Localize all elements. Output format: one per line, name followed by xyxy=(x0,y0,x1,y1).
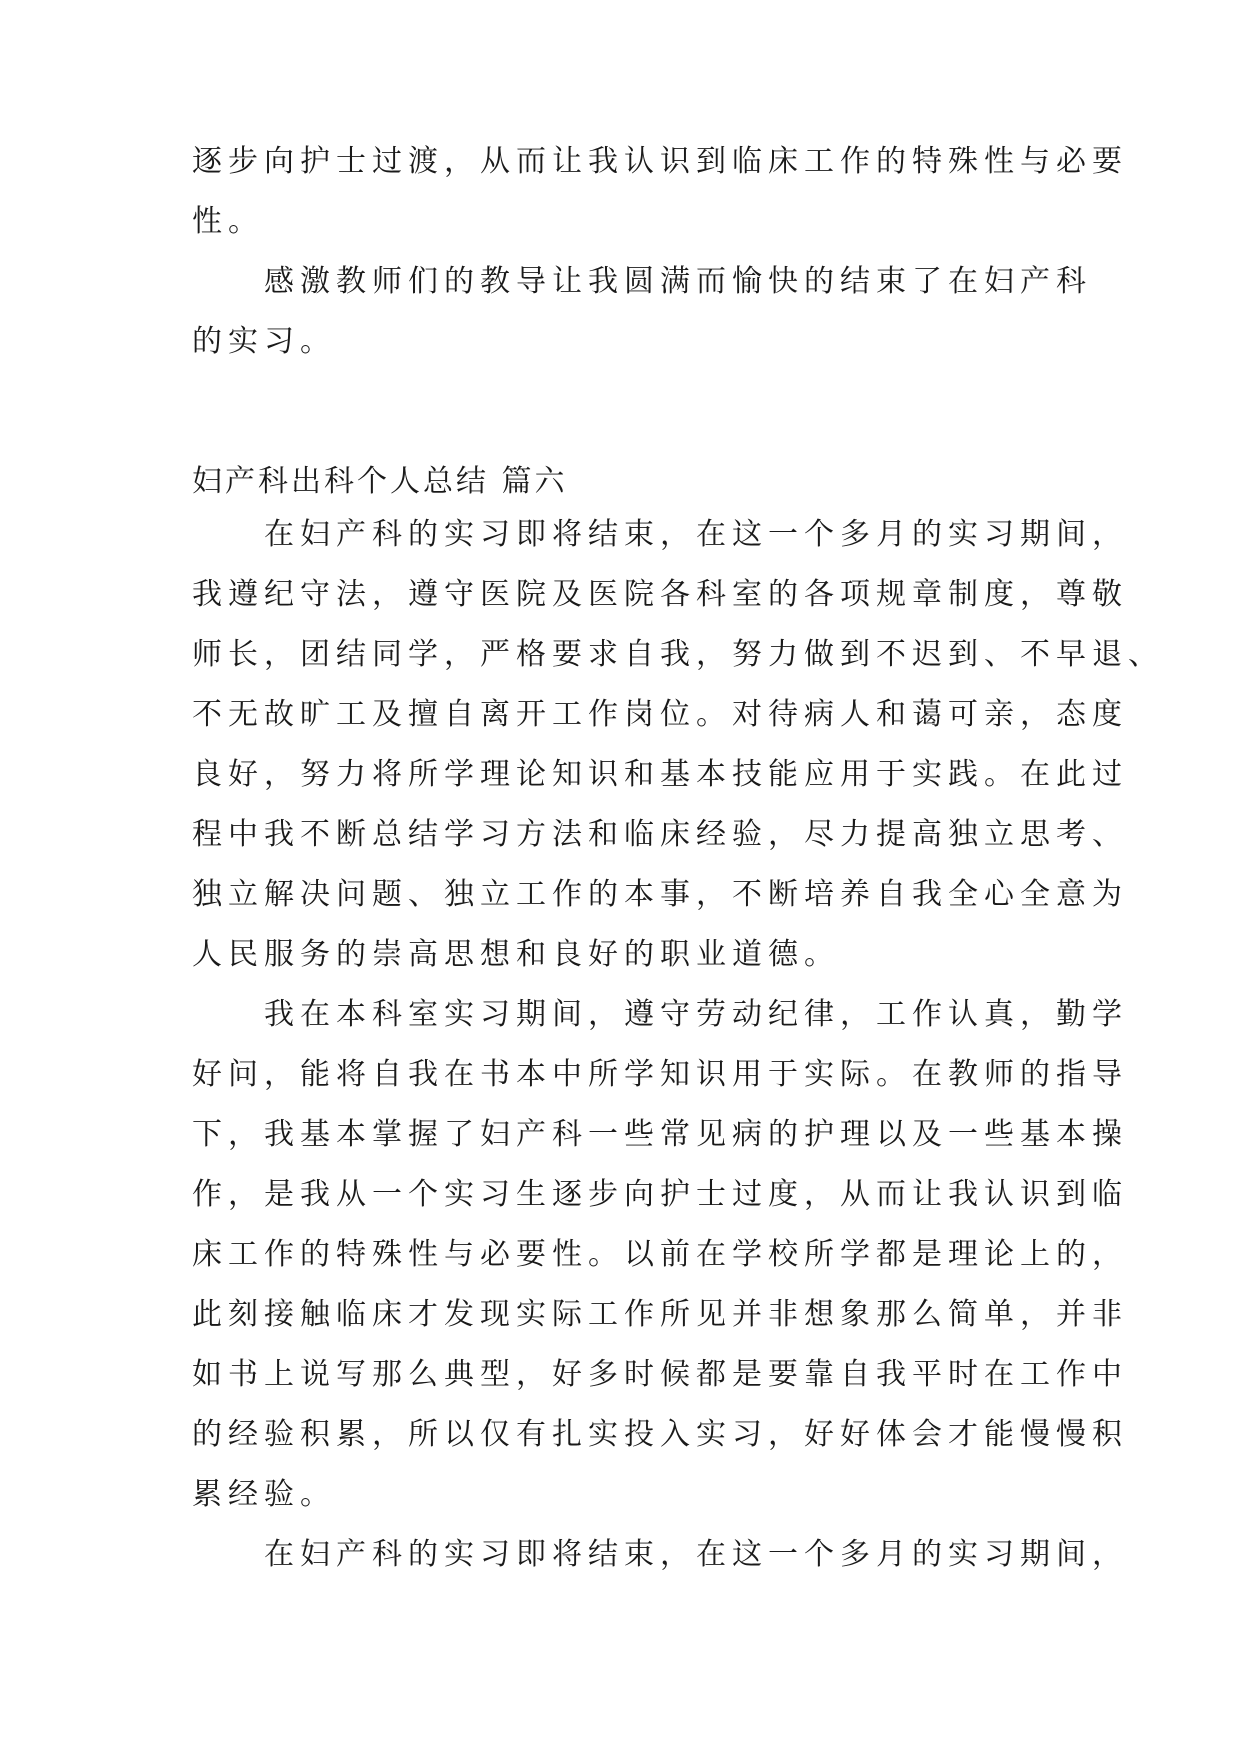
text-line: 感激教师们的教导让我圆满而愉快的结束了在妇产科 xyxy=(192,264,1092,299)
text-line: 如书上说写那么典型，好多时候都是要靠自我平时在工作中 xyxy=(192,1357,1128,1392)
text-line: 此刻接触临床才发现实际工作所见并非想象那么简单，并非 xyxy=(192,1297,1128,1332)
text-line: 良好，努力将所学理论知识和基本技能应用于实践。在此过 xyxy=(192,757,1128,792)
text-line: 好问，能将自我在书本中所学知识用于实际。在教师的指导 xyxy=(192,1057,1128,1092)
text-line: 性。 xyxy=(192,204,264,239)
text-line: 累经验。 xyxy=(192,1477,336,1512)
text-line: 在妇产科的实习即将结束，在这一个多月的实习期间， xyxy=(192,517,1128,552)
paragraph-block-main xyxy=(192,505,1164,1585)
text-line: 作，是我从一个实习生逐步向护士过度，从而让我认识到临 xyxy=(192,1177,1128,1212)
text-line: 师长，团结同学，严格要求自我，努力做到不迟到、不早退、 xyxy=(192,637,1164,672)
text-line: 我遵纪守法，遵守医院及医院各科室的各项规章制度，尊敬 xyxy=(192,577,1128,612)
text-line: 我在本科室实习期间，遵守劳动纪律，工作认真，勤学 xyxy=(192,997,1128,1032)
text-line: 人民服务的崇高思想和良好的职业道德。 xyxy=(192,937,840,972)
text-line: 程中我不断总结学习方法和临床经验，尽力提高独立思考、 xyxy=(192,817,1128,852)
text-line: 的经验积累，所以仅有扎实投入实习，好好体会才能慢慢积 xyxy=(192,1417,1128,1452)
section-heading: 妇产科出科个人总结 篇六 xyxy=(192,464,568,499)
text-line: 逐步向护士过渡，从而让我认识到临床工作的特殊性与必要 xyxy=(192,144,1128,179)
text-line: 不无故旷工及擅自离开工作岗位。对待病人和蔼可亲，态度 xyxy=(192,697,1128,732)
text-line: 下，我基本掌握了妇产科一些常见病的护理以及一些基本操 xyxy=(192,1117,1128,1152)
text-line: 的实习。 xyxy=(192,324,336,359)
text-line: 床工作的特殊性与必要性。以前在学校所学都是理论上的， xyxy=(192,1237,1128,1272)
text-line: 在妇产科的实习即将结束，在这一个多月的实习期间， xyxy=(192,1537,1128,1572)
paragraph-block-top xyxy=(192,132,1128,372)
text-line: 独立解决问题、独立工作的本事，不断培养自我全心全意为 xyxy=(192,877,1128,912)
